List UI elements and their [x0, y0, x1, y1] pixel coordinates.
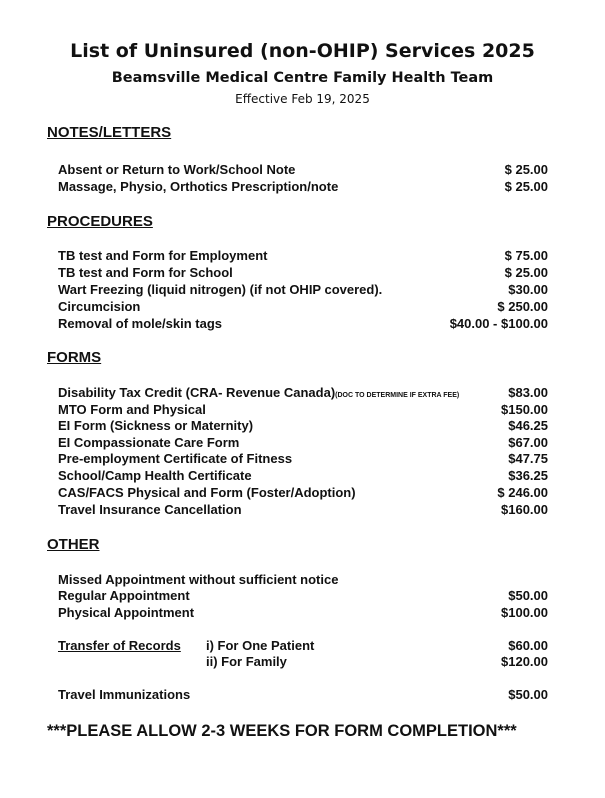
item-label: TB test and Form for School — [58, 265, 233, 280]
item-label — [58, 385, 459, 400]
list-item — [58, 572, 548, 589]
item-label: CAS/FACS Physical and Form (Foster/Adoption) — [58, 485, 356, 500]
list-item — [58, 299, 548, 316]
item-label: MTO Form and Physical — [58, 402, 206, 417]
item-label: Wart Freezing (liquid nitrogen) (if not OHIP covered). — [58, 282, 383, 297]
item-price: $ 25.00 — [504, 265, 548, 280]
item-price: $67.00 — [508, 435, 548, 450]
item-label: Circumcision — [58, 299, 141, 314]
item-price: $36.25 — [508, 468, 548, 483]
list-item — [58, 179, 548, 196]
item-label: TB test and Form for Employment — [58, 248, 268, 263]
item-label: Pre-employment Certificate of Fitness — [58, 451, 293, 466]
item-label: Physical Appointment — [58, 605, 195, 620]
list-item — [58, 451, 548, 468]
list-item — [58, 687, 548, 704]
item-price: $100.00 — [501, 605, 548, 620]
item-price: $ 75.00 — [504, 248, 548, 263]
item-label: EI Compassionate Care Form — [58, 435, 240, 450]
item-price: $160.00 — [501, 502, 548, 517]
item-price: $ 250.00 — [497, 299, 548, 314]
item-price: $150.00 — [501, 402, 548, 417]
form-completion-notice: ***PLEASE ALLOW 2-3 WEEKS FOR FORM COMPLETION*** — [47, 722, 517, 740]
list-item — [58, 468, 548, 485]
item-price: $47.75 — [508, 451, 548, 466]
section-heading-forms: FORMS — [47, 349, 102, 366]
clinic-name: Beamsville Medical Centre Family Health Team — [111, 70, 494, 86]
item-price: $30.00 — [508, 282, 548, 297]
list-item — [58, 316, 548, 333]
section-heading-other: OTHER — [47, 536, 100, 553]
list-item — [58, 588, 548, 605]
item-price: $ 25.00 — [504, 179, 548, 194]
item-price: $50.00 — [508, 588, 548, 603]
item-label: Regular Appointment — [58, 588, 190, 603]
list-item — [58, 248, 548, 265]
section-heading-notes-letters: NOTES/LETTERS — [47, 124, 172, 141]
list-item — [58, 265, 548, 282]
item-price: $60.00 — [508, 638, 548, 653]
list-item — [58, 402, 548, 419]
item-label: Removal of mole/skin tags — [58, 316, 222, 331]
section-heading-procedures: PROCEDURES — [47, 213, 153, 230]
transfer-of-records-label: Transfer of Records — [58, 638, 181, 653]
item-price: $46.25 — [508, 418, 548, 433]
item-price: $ 25.00 — [504, 162, 548, 177]
fee-note: (DOC TO DETERMINE IF EXTRA FEE) — [335, 392, 460, 399]
list-item — [58, 418, 548, 435]
transfer-option: i) For One Patient — [206, 638, 315, 653]
item-label: School/Camp Health Certificate — [58, 468, 252, 483]
item-label: Massage, Physio, Orthotics Prescription/note — [58, 179, 339, 194]
list-item — [58, 605, 548, 622]
item-price: $40.00 - $100.00 — [449, 316, 548, 331]
page-title: List of Uninsured (non-OHIP) Services 2025 — [70, 40, 535, 62]
item-label: EI Form (Sickness or Maternity) — [58, 418, 254, 433]
list-item — [58, 385, 548, 402]
disability-label: Disability Tax Credit (CRA- Revenue Canada) — [58, 385, 336, 400]
list-item — [58, 282, 548, 299]
missed-appointment-heading: Missed Appointment without sufficient notice — [58, 572, 339, 587]
item-label: Absent or Return to Work/School Note — [58, 162, 296, 177]
item-price: $ 246.00 — [497, 485, 548, 500]
item-label: Travel Immunizations — [58, 687, 191, 702]
list-item — [58, 435, 548, 452]
effective-date: Effective Feb 19, 2025 — [235, 92, 370, 106]
transfer-option: ii) For Family — [206, 654, 287, 669]
item-price: $83.00 — [508, 385, 548, 400]
list-item — [58, 162, 548, 179]
item-price: $50.00 — [508, 687, 548, 702]
item-label: Travel Insurance Cancellation — [58, 502, 242, 517]
list-item — [58, 485, 548, 502]
item-price: $120.00 — [501, 654, 548, 669]
list-item — [58, 502, 548, 519]
